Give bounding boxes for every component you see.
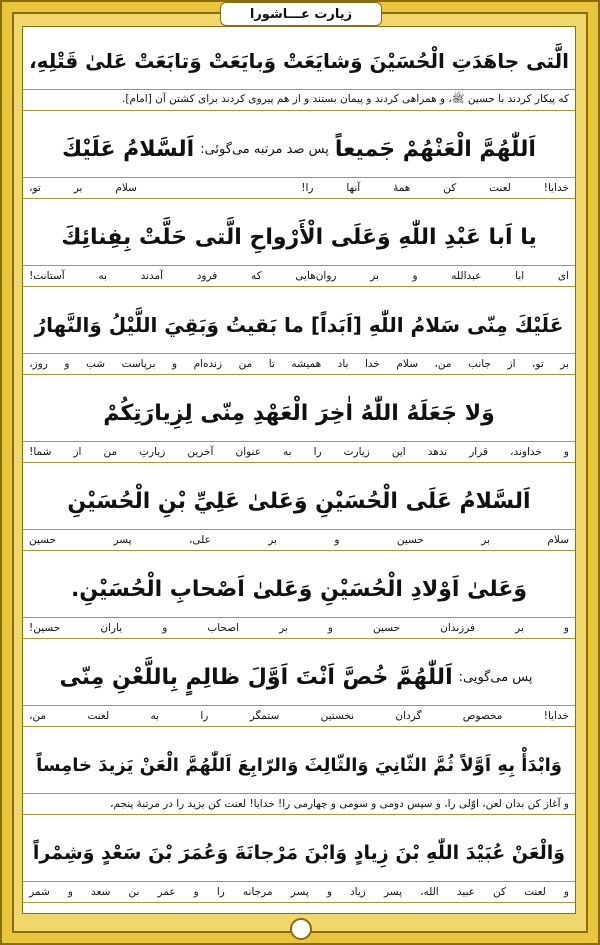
persian-translation [23, 705, 575, 727]
translation-word: به [98, 270, 107, 282]
instruction-text: پس صد مرتبه می‌گوئی: [200, 141, 329, 157]
translation-word: به [150, 710, 160, 722]
arabic-line [23, 209, 575, 265]
page-title [220, 2, 382, 26]
translation-text: و آغاز کن بدان لعن، اوّلی را، و سپس دومی و سومی و چهارمی را! خدایا! لعنت کن یزید را در مرتبهٔ پنجم، [110, 798, 569, 810]
translation-word: روز، [29, 358, 48, 370]
translation-word: پسر [113, 534, 132, 546]
translation-word: و [327, 622, 333, 634]
translation-word: از [507, 358, 516, 370]
translation-word: ای [557, 270, 569, 282]
arabic-text: اَلسَّلامُ عَلَيْكَ [62, 136, 195, 162]
translation-word: را [216, 886, 225, 898]
translation-word: زیاد [349, 886, 366, 898]
translation-word: و [193, 886, 199, 898]
translation-word: مرجانه [242, 886, 273, 898]
translation-word: از [73, 446, 82, 458]
persian-translation [23, 793, 575, 815]
translation-word: این [391, 446, 406, 458]
translation-word: بر [481, 534, 491, 546]
translation-word: ندهد [427, 446, 448, 458]
translation-word: زیارتِ [139, 446, 166, 458]
translation-word: خدا [364, 358, 380, 370]
arabic-line [23, 121, 575, 177]
persian-translation [23, 617, 575, 639]
translation-word: حسین! [29, 622, 61, 634]
translation-word: عبید [456, 886, 475, 898]
translation-word: بن [128, 886, 140, 898]
translation-word: حسین [373, 622, 401, 634]
translation-word: من، [434, 358, 452, 370]
persian-translation [23, 265, 575, 287]
arabic-text: اَلسَّلامُ عَلَى الْحُسَيْنِ وَعَلىٰ عَلِيِّ بْنِ الْحُسَيْنِ [67, 488, 531, 514]
arabic-text: يا اَبا عَبْدِ اللّٰهِ وَعَلَى الْأَرْواحِ الَّتى حَلَّتْ بِفِنائِكَ [61, 224, 537, 250]
text-block [23, 209, 575, 287]
translation-word: خداوند، [510, 446, 542, 458]
translation-word: زنده‌ام [193, 358, 223, 370]
translation-word: بر [370, 270, 379, 282]
translation-word: کن [443, 182, 457, 194]
instruction-text: پس می‌گویی: [458, 669, 533, 685]
translation-word: و [563, 446, 569, 458]
translation-word: پسر [290, 886, 309, 898]
arabic-line [23, 385, 575, 441]
translation-word: سلام [547, 534, 569, 546]
persian-translation [23, 177, 575, 199]
translation-word: و [563, 886, 569, 898]
text-block [23, 473, 575, 551]
translation-word: بر [515, 622, 524, 634]
translation-word: من [238, 358, 253, 370]
translation-word: سلام [396, 358, 418, 370]
arabic-line [23, 33, 575, 89]
translation-word: من [103, 446, 118, 458]
text-block [23, 561, 575, 639]
arabic-line [23, 649, 575, 705]
text-block [23, 297, 575, 375]
arabic-text: اَللّٰهُمَّ خُصَّ اَنْتَ اَوَّلَ ظالِمٍ بِاللَّعْنِ مِنّى [59, 664, 453, 690]
arabic-line [23, 825, 575, 881]
translation-word: نخستین [320, 710, 355, 722]
translation-word: و [172, 358, 178, 370]
arabic-text: وَعَلىٰ اَوْلادِ الْحُسَيْنِ وَعَلىٰ اَصْحابِ الْحُسَيْنِ. [70, 576, 528, 602]
translation-word: بر [73, 182, 83, 194]
text-block [23, 737, 575, 815]
translation-word: لعنت [87, 710, 110, 722]
translation-word: شما! [29, 446, 52, 458]
translation-word: فرود [196, 270, 218, 282]
translation-word: باد [337, 358, 349, 370]
translation-word: که [250, 270, 262, 282]
translation-word: برپاست [121, 358, 156, 370]
translation-word: من، [29, 710, 47, 722]
translation-word: حسین [396, 534, 424, 546]
translation-word: و [67, 886, 73, 898]
persian-translation [23, 353, 575, 375]
translation-word: همیشه [291, 358, 322, 370]
arabic-text: الَّتى جاهَدَتِ الْحُسَيْنَ وَشايَعَتْ وَبايَعَتْ وَتابَعَتْ عَلىٰ قَتْلِهِ، [29, 49, 569, 73]
translation-word: لعنت [489, 182, 511, 194]
translation-word: حسین [29, 534, 57, 546]
translation-word: آستانت! [29, 270, 65, 282]
translation-word: روان‌هایی [295, 270, 337, 282]
persian-translation [23, 881, 575, 903]
translation-word: شب [85, 358, 106, 370]
translation-word: آخرین [187, 446, 214, 458]
arabic-text: اَللّٰهُمَّ الْعَنْهُمْ جَميعاً [334, 136, 536, 162]
translation-word: بر [279, 622, 288, 634]
translation-word: کن [493, 886, 507, 898]
arabic-line [23, 297, 575, 353]
translation-word: و [334, 534, 340, 546]
translation-word: لعنت [524, 886, 546, 898]
translation-word: را [313, 446, 322, 458]
translation-word: و [162, 622, 168, 634]
translation-word: و [64, 358, 70, 370]
translation-word: را! [301, 182, 314, 194]
text-block [23, 825, 575, 903]
translation-word: ابا [515, 270, 525, 282]
persian-translation [23, 89, 575, 111]
translation-word: خدایا! [543, 710, 569, 722]
arabic-line [23, 737, 575, 793]
translation-word: سلام [115, 182, 137, 194]
translation-word: عبدالله [451, 270, 482, 282]
translation-word: خدایا! [543, 182, 569, 194]
translation-word: سعد [91, 886, 111, 898]
text-block [23, 649, 575, 727]
text-block [23, 385, 575, 463]
arabic-text: وَالْعَنْ عُبَيْدَ اللّٰهِ بْنَ زِيادٍ وَابْنَ مَرْجانَةَ وَعُمَرَ بْنَ سَعْدٍ وَشِمْراً [32, 842, 566, 864]
page-title-text: زیارت عـــاشورا [249, 6, 353, 22]
arabic-text: وَلا جَعَلَهُ اللّٰهُ اٰخِرَ الْعَهْدِ مِنّى لِزِيارَتِكُمْ [103, 400, 495, 426]
arabic-line [23, 561, 575, 617]
translation-word: جانب [468, 358, 491, 370]
arabic-line [23, 473, 575, 529]
translation-word: آنها [346, 182, 361, 194]
translation-word: یاران [100, 622, 123, 634]
translation-word: فرزندان [440, 622, 476, 634]
translation-word: تو، [29, 182, 41, 194]
bottom-ornament-icon [290, 918, 312, 940]
translation-word: و [563, 622, 569, 634]
content-page [22, 26, 576, 914]
translation-word: عمر [157, 886, 176, 898]
translation-word: شمر [29, 886, 50, 898]
translation-word: اصحاب [207, 622, 240, 634]
translation-word: تا [268, 358, 275, 370]
translation-word: علی، [188, 534, 211, 546]
translation-word: قرار [469, 446, 489, 458]
persian-translation [23, 441, 575, 463]
translation-word: عنوان [235, 446, 261, 458]
arabic-text: عَلَيْكَ مِنّى سَلامُ اللّٰهِ [اَبَداً] ما بَقيتُ وَبَقِيَ اللَّيْلُ وَالنَّهارُ [34, 313, 564, 337]
translation-word: بر [268, 534, 277, 546]
translation-word: مخصوص [462, 710, 503, 722]
arabic-text: وَابْدَأْ بِهِ اَوَّلاً ثُمَّ الثّانِيَ وَالثّالِثَ وَالرّابِعَ اَللّٰهُمَّ الْعَنْ يَزيدَ خامِساً [36, 754, 562, 776]
persian-translation [23, 529, 575, 551]
translation-word: آمدند [140, 270, 164, 282]
text-block [23, 121, 575, 199]
translation-word: گردان [395, 710, 422, 722]
translation-text: که پیکار کردند با حسین ﷺ، و همراهی کردند و پیمان بستند و از هم پیروی کردند برای کشتن آن [امام]. [122, 92, 569, 105]
translation-word: را [200, 710, 209, 722]
translation-word: تو، [532, 358, 544, 370]
translation-word: و [412, 270, 418, 282]
translation-word: به [283, 446, 292, 458]
translation-word: بر [560, 358, 569, 370]
text-block [23, 33, 575, 111]
translation-word: پسر [383, 886, 403, 898]
translation-word: زیارت [343, 446, 370, 458]
translation-word: ستمگر [249, 710, 280, 722]
translation-word: الله، [420, 886, 439, 898]
translation-word: و [326, 886, 332, 898]
translation-word: همهٔ [393, 182, 411, 194]
